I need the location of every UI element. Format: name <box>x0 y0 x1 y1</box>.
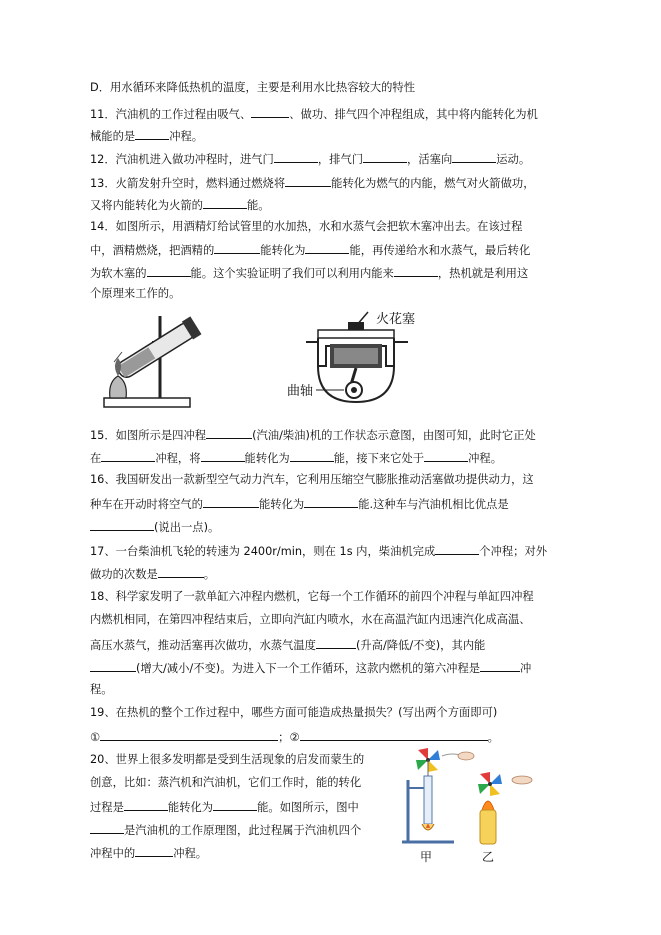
question-16-line-3: (说出一点)。 <box>90 518 219 536</box>
question-14-line-4: 个原理来工作的。 <box>90 287 181 300</box>
question-17-line-2: 做功的次数是 。 <box>90 565 215 583</box>
blank[interactable] <box>158 565 204 578</box>
blank[interactable] <box>300 728 488 741</box>
question-18-line-1: 18、科学家发明了一款单缸六冲程内燃机，它每一个工作循环的前四个冲程与单缸四冲程 <box>90 590 534 603</box>
question-19-line-1: 19、在热机的整个工作过程中，哪些方面可能造成热量损失？(写出两个方面即可) <box>90 706 498 719</box>
question-17-line-1: 17、一台柴油机飞轮的转速为 2400r/min，则在 1s 内，柴油机完成 个冲程；对外 <box>90 542 547 560</box>
blank[interactable] <box>201 449 245 462</box>
blank[interactable] <box>203 196 247 209</box>
blank[interactable] <box>124 798 168 811</box>
question-18-line-3: 高压水蒸气，推动活塞再次做功，水蒸气温度 (升高/降低/不变)，其内能 <box>90 636 485 654</box>
question-18-line-4: (增大/减小/不变)。为进入下一个工作循环，这款内燃机的第六冲程是 冲 <box>90 659 531 677</box>
pinwheel-flask-figure <box>398 742 480 846</box>
blank[interactable] <box>251 105 289 118</box>
test-tube-heating-figure <box>96 302 206 414</box>
blank[interactable] <box>213 798 257 811</box>
pinwheel-candle-figure <box>474 770 538 846</box>
question-15-line-1: 15．如图所示是四冲程 (汽油/柴油)机的工作状态示意图，由图可知，此时它正处 <box>90 426 536 444</box>
question-18-line-5: 程。 <box>90 683 113 696</box>
question-15-line-2: 在 冲程，将 能转化为 能，接下来它处于 冲程。 <box>90 449 502 467</box>
blank[interactable] <box>214 241 260 254</box>
blank[interactable] <box>304 495 358 508</box>
question-14-line-1: 14．如图所示，用酒精灯给试管里的水加热，水和水蒸气会把软木塞冲出去。在该过程 <box>90 220 523 233</box>
question-18-line-2: 内燃机相同，在第四冲程结束后，立即向汽缸内喷水，水在高温汽缸内迅速汽化成高温、 <box>90 613 531 626</box>
option-d: D．用水循环来降低热机的温度，主要是利用水比热容较大的特性 <box>90 81 416 94</box>
blank[interactable] <box>101 449 155 462</box>
question-14-line-3: 为软木塞的 能。这个实验证明了我们可以利用内能来 ，热机就是利用这 <box>90 264 528 282</box>
question-20-line-3: 过程是 能转化为 能。如图所示，图中 <box>90 798 359 816</box>
question-20-line-4: 是汽油机的工作原理图，此过程属于汽油机四个 <box>90 821 361 839</box>
blank[interactable] <box>394 264 438 277</box>
blank[interactable] <box>100 728 278 741</box>
crankshaft-label: 曲轴 <box>287 384 314 399</box>
question-16-line-2: 种车在开动时将空气的 能转化为 能.这种车与汽油机相比优点是 <box>90 495 509 513</box>
question-11-line-1: 11．汽油机的工作过程由吸气、 、做功、排气四个冲程组成，其中将内能转化为机 <box>90 105 538 123</box>
blank[interactable] <box>316 636 356 649</box>
blank[interactable] <box>285 174 331 187</box>
blank[interactable] <box>363 150 407 163</box>
blank[interactable] <box>203 495 259 508</box>
question-12: 12．汽油机进入做功冲程时，进气门 ，排气门 ，活塞向 运动。 <box>90 150 530 168</box>
blank[interactable] <box>424 449 468 462</box>
question-16-line-1: 16、我国研发出一款新型空气动力汽车，它利用压缩空气膨胀推动活塞做功提供动力，这 <box>90 473 534 486</box>
blank[interactable] <box>452 150 496 163</box>
question-13-line-2: 又将内能转化为火箭的 能。 <box>90 196 270 214</box>
question-20-line-5: 冲程中的 冲程。 <box>90 844 207 862</box>
blank[interactable] <box>90 659 136 672</box>
spark-plug-label: 火花塞 <box>376 312 416 327</box>
question-20-line-2: 创意，比如：蒸汽机和汽油机，它们工作时，能的转化 <box>90 776 362 789</box>
blank[interactable] <box>305 241 349 254</box>
question-20-line-1: 20、世界上很多发明都是受到生活现象的启发而蒙生的 <box>90 753 365 766</box>
blank[interactable] <box>290 449 334 462</box>
blank[interactable] <box>90 518 154 531</box>
blank[interactable] <box>435 542 479 555</box>
question-11-line-2: 械能的是 冲程。 <box>90 127 203 145</box>
blank[interactable] <box>274 150 318 163</box>
question-13-line-1: 13．火箭发射升空时，燃料通过燃烧将 能转化为燃气的内能，燃气对火箭做功， <box>90 174 535 192</box>
figure-jia-label: 甲 <box>420 850 433 864</box>
blank[interactable] <box>135 127 169 140</box>
blank[interactable] <box>206 426 252 439</box>
blank[interactable] <box>147 264 191 277</box>
blank[interactable] <box>135 844 173 857</box>
question-14-line-2: 中，酒精燃烧，把酒精的 能转化为 能，再传递给水和水蒸气，最后转化 <box>90 241 530 259</box>
figure-yi-label: 乙 <box>482 850 495 864</box>
question-19-line-2: ① ；② 。 <box>90 728 499 746</box>
blank[interactable] <box>90 821 124 834</box>
blank[interactable] <box>480 659 520 672</box>
